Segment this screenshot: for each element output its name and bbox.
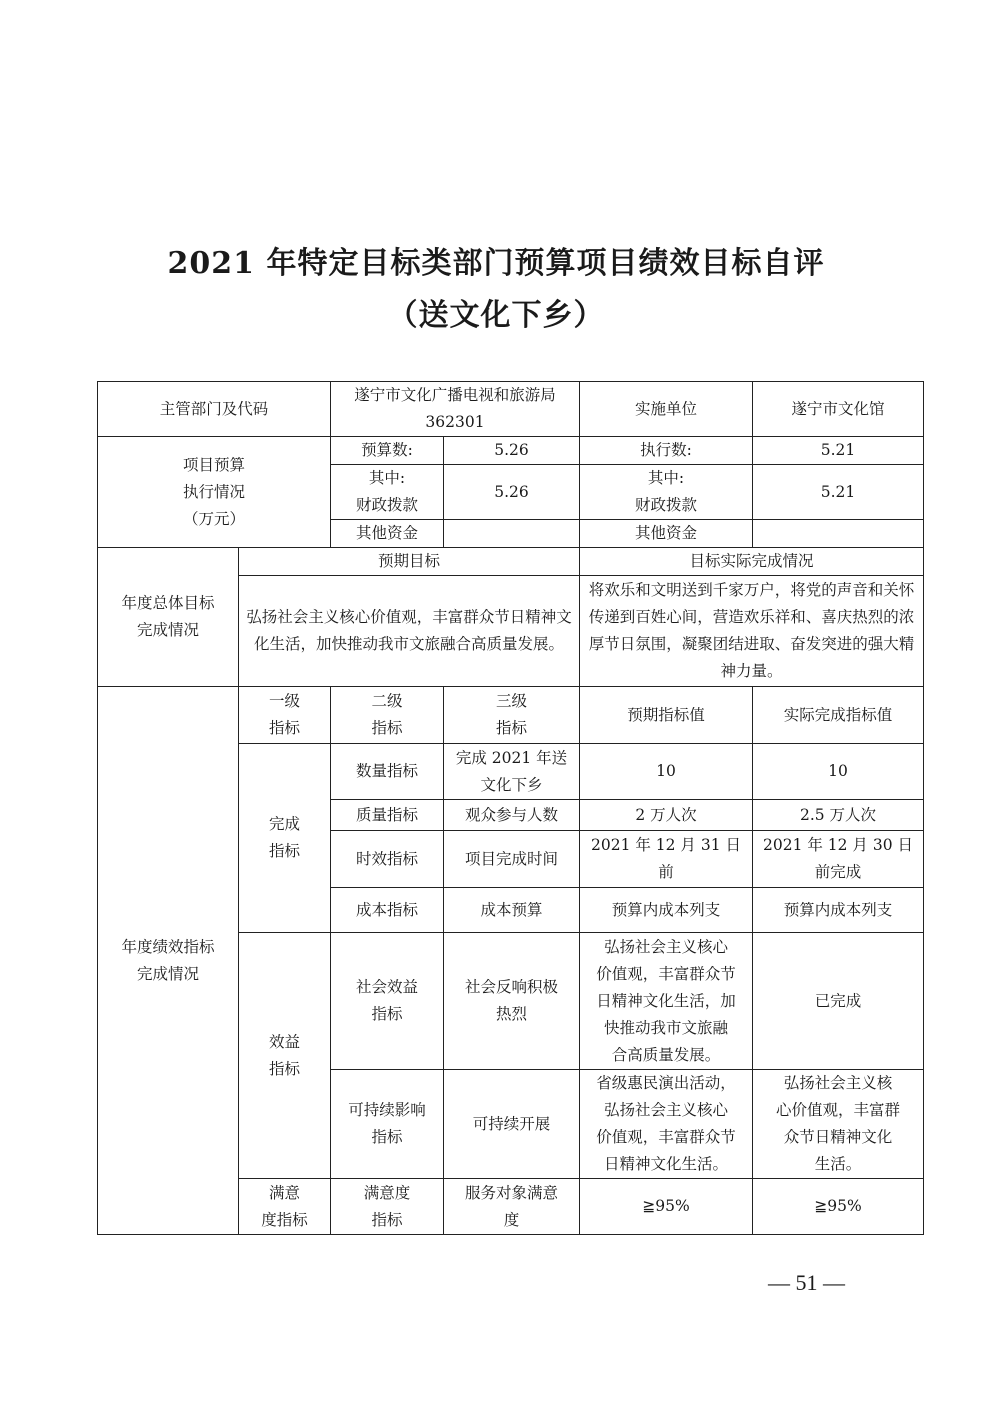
l2-cell: 数量指标 <box>331 744 444 800</box>
budget-label-line: （万元） <box>182 509 245 528</box>
text-line: 弘扬社会主义核心 <box>603 937 728 956</box>
l2-cell: 质量指标 <box>331 800 444 831</box>
budget-other-label: 其他资金 <box>331 520 444 548</box>
exec-other-label: 其他资金 <box>580 520 753 548</box>
budget-label-line: 执行情况 <box>182 482 245 501</box>
impl-value: 遂宁市文化馆 <box>753 382 924 437</box>
l3-cell <box>444 933 580 1070</box>
text-line: 价值观，丰富群众节 <box>596 964 736 983</box>
exec-fiscal-value: 5.21 <box>753 465 924 520</box>
impl-label: 实施单位 <box>580 382 753 437</box>
dept-code: 362301 <box>425 413 485 431</box>
completion-indicator-label <box>239 744 331 933</box>
exec-amount-value: 5.21 <box>753 437 924 465</box>
text-line: 心价值观，丰富群 <box>775 1101 900 1119</box>
budget-fiscal-value: 5.26 <box>444 465 580 520</box>
l3-line: 社会反响积极 <box>464 978 558 996</box>
page-number: — 51 — <box>768 1270 845 1295</box>
dept-label: 主管部门及代码 <box>98 382 331 437</box>
fiscal-text: 财政拨款 <box>634 496 697 514</box>
text-line: 弘扬社会主义核 <box>783 1074 893 1092</box>
text-line: 快推动我市文旅融 <box>603 1018 728 1037</box>
budget-fiscal-label <box>331 465 444 520</box>
header-line: 二级 <box>371 692 403 710</box>
l3-cell: 可持续开展 <box>444 1070 580 1179</box>
l2-cell <box>331 1070 444 1179</box>
budget-amount-value: 5.26 <box>444 437 580 465</box>
expected-cell: ≧95% <box>580 1179 753 1235</box>
actual-cell: 已完成 <box>753 933 924 1070</box>
l3-cell: 成本预算 <box>444 888 580 933</box>
l2-cell: 时效指标 <box>331 831 444 888</box>
actual-goal-text: 将欢乐和文明送到千家万户，将党的声音和关怀传递到百姓心间，营造欢乐祥和、喜庆热烈的浓厚节日氛围，凝聚团结进取、奋发突进的强大精神力量。 <box>580 576 924 687</box>
actual-cell <box>753 831 924 888</box>
level2-header <box>331 687 444 744</box>
actual-cell: 2.5 万人次 <box>753 800 924 831</box>
l2-line: 满意度 <box>363 1183 411 1202</box>
expected-cell: 2021 年 12 月 31 日前 <box>580 831 753 888</box>
annual-goal-label-line: 年度总体目标 <box>121 594 215 612</box>
header-line: 一级 <box>268 692 300 710</box>
l3-line: 度 <box>503 1210 520 1229</box>
budget-label <box>98 437 331 548</box>
budget-amount-label: 预算数: <box>331 437 444 465</box>
l3-cell <box>444 1179 580 1235</box>
level3-header <box>444 687 580 744</box>
exec-other-value <box>753 520 924 548</box>
header-line: 三级 <box>495 692 527 710</box>
annual-goal-label-line: 完成情况 <box>136 621 199 639</box>
dept-name: 遂宁市文化广播电视和旅游局 <box>354 386 556 404</box>
l2-line: 社会效益 <box>355 978 418 996</box>
l3-line: 服务对象满意 <box>464 1183 558 1202</box>
text-line: 众节日精神文化 <box>783 1128 893 1146</box>
l3-line: 热烈 <box>495 1005 527 1023</box>
budget-label-line: 项目预算 <box>182 455 245 474</box>
expected-cell <box>580 933 753 1070</box>
goal-header-row <box>98 548 924 576</box>
exec-fiscal-label <box>580 465 753 520</box>
level1-header <box>239 687 331 744</box>
dept-cell <box>331 382 580 437</box>
label-line: 指标 <box>268 1059 300 1078</box>
expected-cell: 2 万人次 <box>580 800 753 831</box>
indicators-label-line: 年度绩效指标 <box>121 937 215 956</box>
label-line: 指标 <box>268 842 300 860</box>
label-line: 效益 <box>268 1032 300 1051</box>
expected-cell <box>580 1070 753 1179</box>
l2-line: 指标 <box>371 1005 403 1023</box>
actual-line: 前完成 <box>814 863 862 881</box>
fiscal-text: 财政拨款 <box>355 496 418 514</box>
text-line: 省级惠民演出活动， <box>596 1074 736 1092</box>
l3-cell <box>444 744 580 800</box>
text-line: 日精神文化生活，加 <box>596 991 736 1010</box>
expected-value-header: 预期指标值 <box>580 687 753 744</box>
l3-line: 文化下乡 <box>480 775 543 794</box>
text-line: 生活。 <box>814 1155 862 1173</box>
performance-table <box>97 381 924 1235</box>
expected-cell: 10 <box>580 744 753 800</box>
expected-cell: 预算内成本列支 <box>580 888 753 933</box>
indicator-header-row <box>98 687 924 744</box>
l3-cell: 项目完成时间 <box>444 831 580 888</box>
of-which-text: 其中: <box>647 469 685 487</box>
l3-line: 完成 2021 年送 <box>455 748 568 767</box>
of-which-text: 其中: <box>368 469 406 487</box>
actual-cell: 10 <box>753 744 924 800</box>
expected-goal-header: 预期目标 <box>239 548 580 576</box>
label-line: 完成 <box>268 815 300 833</box>
actual-goal-header: 目标实际完成情况 <box>580 548 924 576</box>
header-line: 指标 <box>371 719 403 737</box>
dept-row <box>98 382 924 437</box>
benefit-indicator-label <box>239 933 331 1179</box>
label-line: 度指标 <box>261 1210 308 1229</box>
actual-cell <box>753 1070 924 1179</box>
document-subtitle: （送文化下乡） <box>387 298 605 333</box>
l2-line: 可持续影响 <box>348 1101 426 1119</box>
l3-cell: 观众参与人数 <box>444 800 580 831</box>
annual-goal-label <box>98 548 239 687</box>
exec-amount-label: 执行数: <box>580 437 753 465</box>
indicators-label-line: 完成情况 <box>136 964 199 983</box>
indicators-label <box>98 687 239 1235</box>
text-line: 合高质量发展。 <box>611 1045 721 1064</box>
actual-cell: ≧95% <box>753 1179 924 1235</box>
l2-cell <box>331 1179 444 1235</box>
text-line: 弘扬社会主义核心 <box>603 1101 728 1119</box>
label-line: 满意 <box>268 1183 300 1202</box>
l2-cell: 成本指标 <box>331 888 444 933</box>
l2-line: 指标 <box>371 1128 403 1146</box>
text-line: 日精神文化生活。 <box>603 1155 728 1173</box>
header-line: 指标 <box>495 719 527 737</box>
l2-line: 指标 <box>371 1210 403 1229</box>
expected-goal-text: 弘扬社会主义核心价值观，丰富群众节日精神文化生活，加快推动我市文旅融合高质量发展。 <box>239 576 580 687</box>
header-line: 指标 <box>268 719 300 737</box>
budget-row <box>98 437 924 465</box>
actual-cell: 预算内成本列支 <box>753 888 924 933</box>
actual-line: 2021 年 12 月 30 日 <box>762 836 914 854</box>
budget-other-value <box>444 520 580 548</box>
l2-cell <box>331 933 444 1070</box>
text-line: 价值观，丰富群众节 <box>596 1128 736 1146</box>
document-title: 2021 年特定目标类部门预算项目绩效目标自评 <box>167 246 825 281</box>
satisfaction-indicator-label <box>239 1179 331 1235</box>
actual-value-header: 实际完成指标值 <box>753 687 924 744</box>
